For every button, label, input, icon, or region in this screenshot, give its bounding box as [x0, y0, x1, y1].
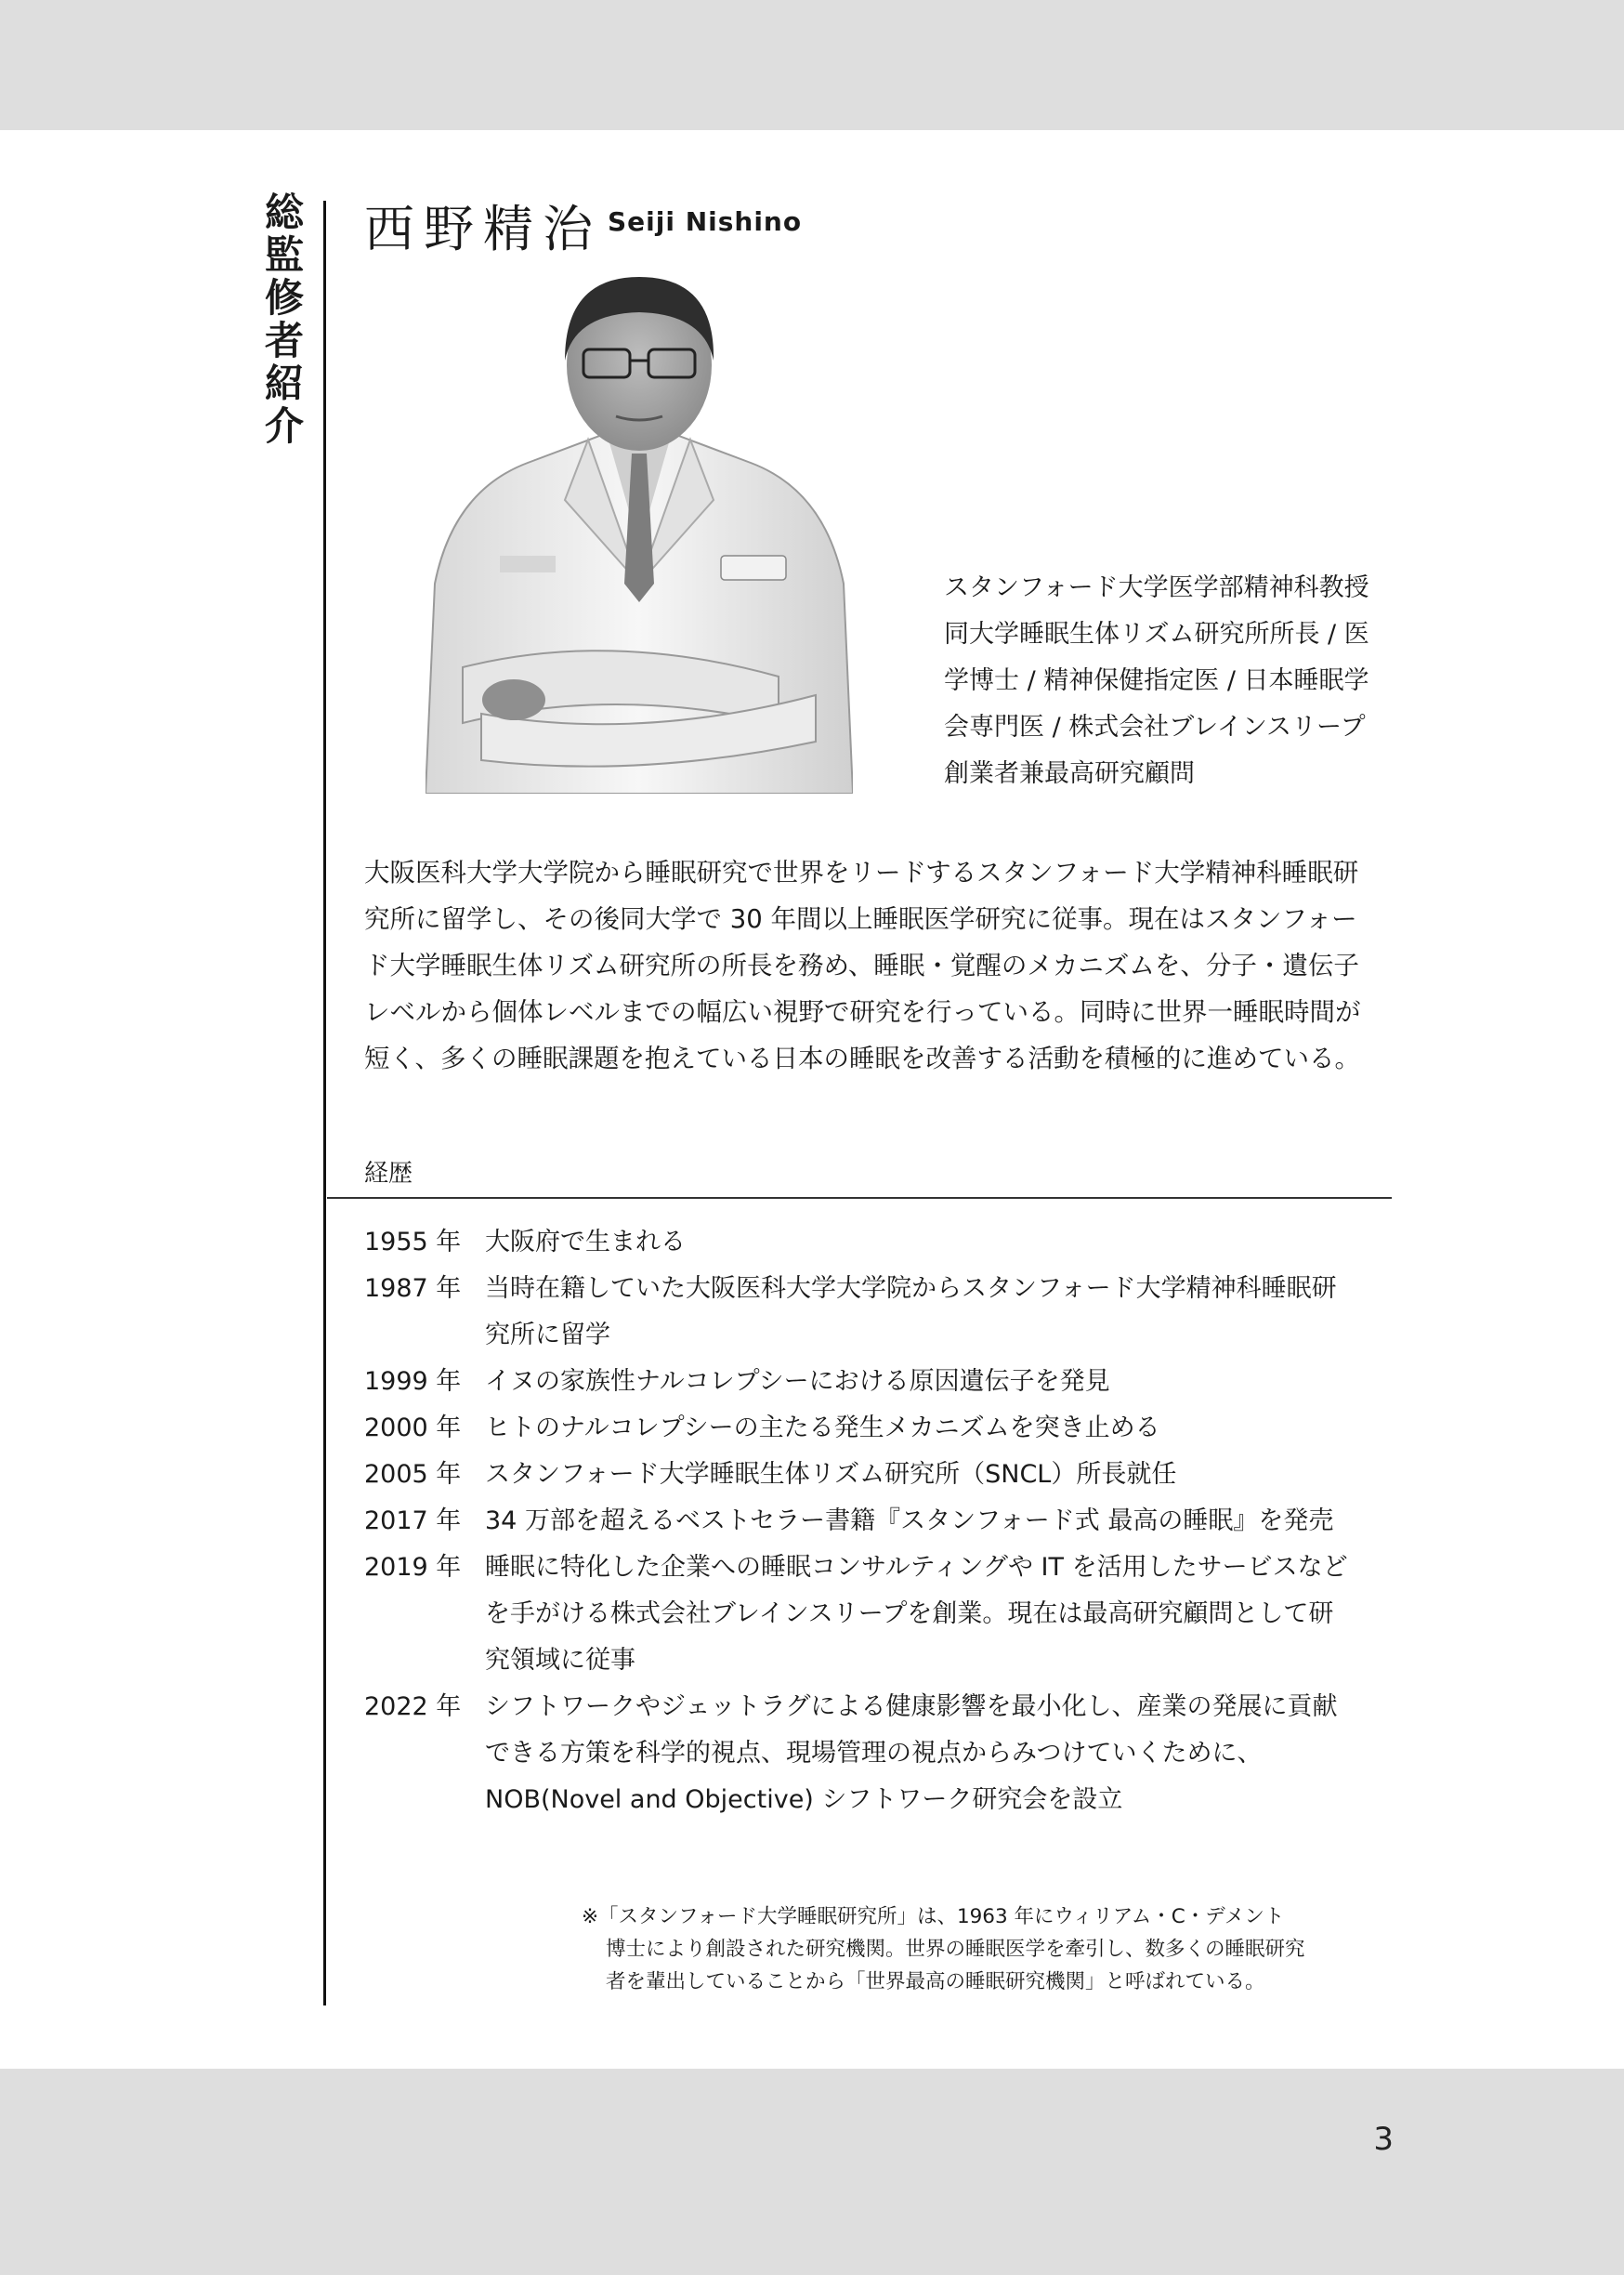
career-event [485, 1266, 1394, 1359]
career-year: 1999 年 [364, 1367, 462, 1396]
career-heading: 経歴 [364, 1160, 413, 1188]
career-item [364, 1266, 1394, 1359]
career-event-line: 究領域に従事 [485, 1646, 635, 1675]
career-event [485, 1684, 1394, 1823]
name-english: Seiji Nishino [608, 206, 803, 237]
footnote [582, 1900, 1399, 1998]
bio-line: 短く、多くの睡眠課題を抱えている日本の睡眠を改善する活動を積極的に進めている。 [364, 1044, 1360, 1073]
career-event-line: イヌの家族性ナルコレプシーにおける原因遺伝子を発見 [485, 1367, 1110, 1396]
career-year: 2022 年 [364, 1692, 462, 1721]
career-year: 1955 年 [364, 1228, 462, 1256]
career-item [364, 1684, 1394, 1823]
portrait-photo [426, 277, 853, 794]
career-event [485, 1545, 1394, 1684]
career-item [364, 1405, 1394, 1452]
career-item [364, 1498, 1394, 1545]
career-item [364, 1359, 1394, 1405]
bio-line: 大阪医科大学大学院から睡眠研究で世界をリードするスタンフォード大学精神科睡眠研 [364, 858, 1359, 888]
title-line: 創業者兼最高研究顧問 [944, 759, 1195, 788]
page-number: 3 [1373, 2121, 1394, 2158]
career-event-line: できる方策を科学的視点、現場管理の視点からみつけていくために、 [485, 1739, 1263, 1768]
career-year: 2000 年 [364, 1414, 462, 1442]
career-item [364, 1545, 1394, 1684]
vertical-rule [323, 201, 326, 2005]
career-event-line: 大阪府で生まれる [485, 1228, 686, 1256]
career-event-line: 究所に留学 [485, 1321, 610, 1349]
career-event-line: スタンフォード大学睡眠生体リズム研究所（SNCL）所長就任 [485, 1460, 1177, 1489]
bottom-margin-band [0, 2069, 1624, 2275]
top-margin-band [0, 0, 1624, 130]
career-event-line: を手がける株式会社ブレインスリープを創業。現在は最高研究顧問として研 [485, 1599, 1334, 1628]
career-item [364, 1219, 1394, 1266]
career-event-line: 睡眠に特化した企業への睡眠コンサルティングや IT を活用したサービスなど [485, 1553, 1348, 1582]
career-year: 1987 年 [364, 1274, 462, 1303]
career-year: 2019 年 [364, 1553, 462, 1582]
career-event [485, 1405, 1394, 1452]
horizontal-rule [327, 1197, 1392, 1199]
career-event-line: シフトワークやジェットラグによる健康影響を最小化し、産業の発展に貢献 [485, 1692, 1338, 1721]
title-line: 同大学睡眠生体リズム研究所所長 / 医 [944, 620, 1369, 649]
footnote-line: ※「スタンフォード大学睡眠研究所」は、1963 年にウィリアム・C・デメント [582, 1905, 1285, 1928]
bio-line: ド大学睡眠生体リズム研究所の所長を務め、睡眠・覚醒のメカニズムを、分子・遺伝子 [364, 951, 1359, 980]
footnote-line: 者を輩出していることから「世界最高の睡眠研究機関」と呼ばれている。 [606, 1970, 1265, 1993]
title-line: 会専門医 / 株式会社ブレインスリープ [944, 713, 1366, 742]
footnote-line: 博士により創設された研究機関。世界の睡眠医学を牽引し、数多くの睡眠研究 [606, 1938, 1305, 1961]
career-item [364, 1452, 1394, 1498]
bio-line: レベルから個体レベルまでの幅広い視野で研究を行っている。同時に世界一睡眠時間が [364, 997, 1361, 1027]
career-year: 2005 年 [364, 1460, 462, 1489]
name-japanese: 西野精治 [364, 200, 602, 258]
career-event-line: 当時在籍していた大阪医科大学大学院からスタンフォード大学精神科睡眠研 [485, 1274, 1337, 1303]
titles-block [944, 565, 1405, 797]
career-list [364, 1219, 1394, 1823]
title-line: スタンフォード大学医学部精神科教授 [944, 573, 1369, 602]
career-event-line: ヒトのナルコレプシーの主たる発生メカニズムを突き止める [485, 1414, 1160, 1442]
bio-line: 究所に留学し、その後同大学で 30 年間以上睡眠医学研究に従事。現在はスタンフォー [364, 904, 1357, 934]
career-event-line: 34 万部を超えるベストセラー書籍『スタンフォード式 最高の睡眠』を発売 [485, 1506, 1334, 1535]
career-event [485, 1359, 1394, 1405]
career-event [485, 1498, 1394, 1545]
career-event-line: NOB(Novel and Objective) シフトワーク研究会を設立 [485, 1785, 1123, 1814]
section-title: 総監修者紹介 [259, 191, 305, 448]
career-year: 2017 年 [364, 1506, 462, 1535]
biography-paragraph [364, 849, 1394, 1082]
career-event [485, 1219, 1394, 1266]
career-event [485, 1452, 1394, 1498]
title-line: 学博士 / 精神保健指定医 / 日本睡眠学 [944, 666, 1369, 695]
